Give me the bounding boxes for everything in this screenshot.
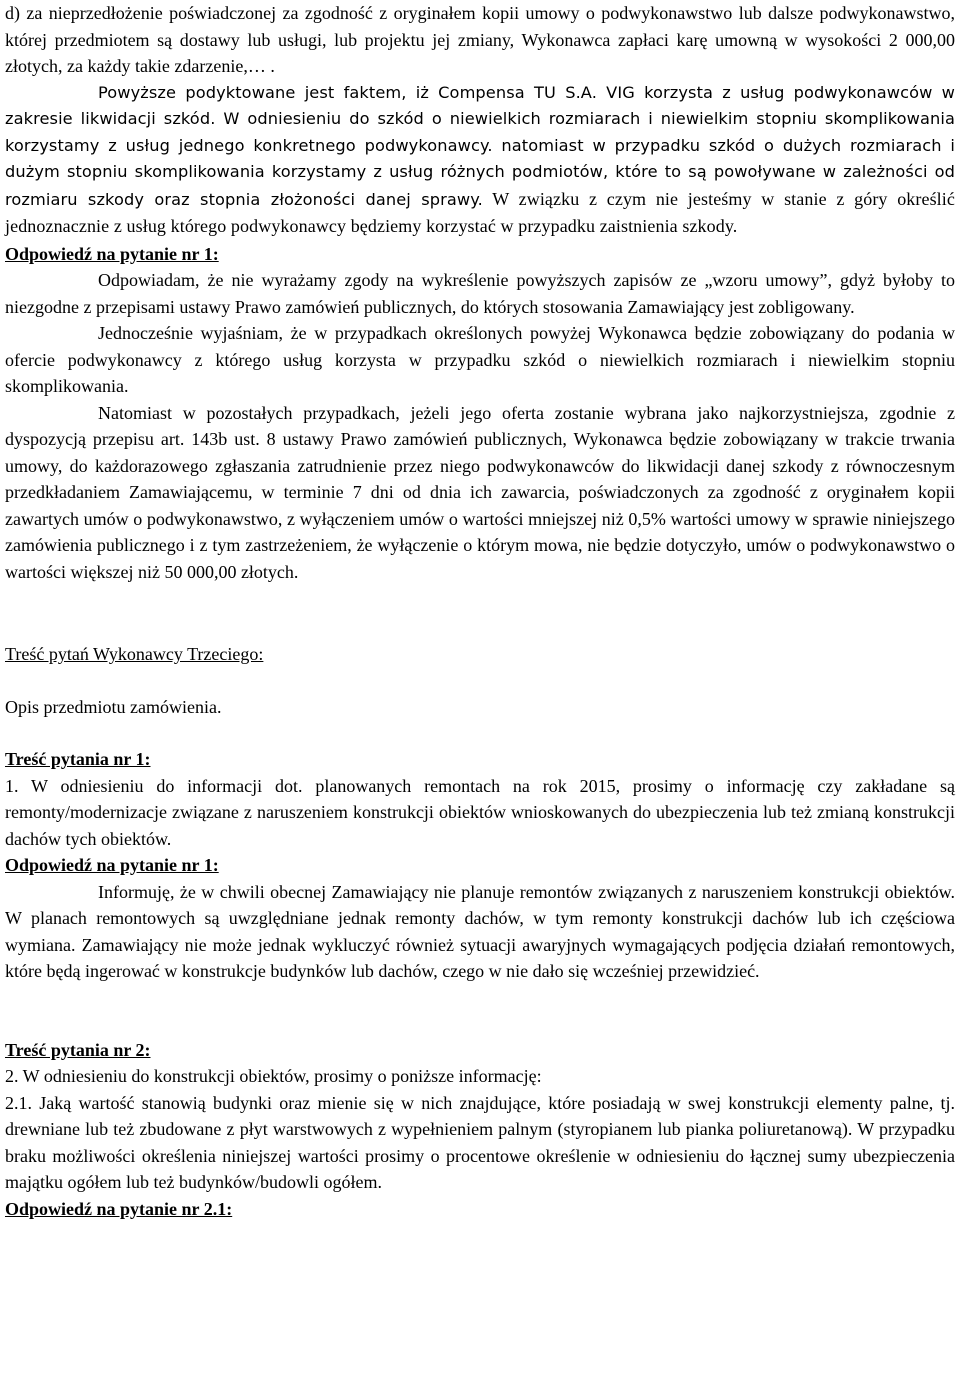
answer-1-paragraph-1: Odpowiadam, że nie wyrażamy zgody na wykreślenie powyższych zapisów ze „wzoru umowy”, gdyż byłoby to niezgodne z przepisami ustawy Prawo zamówień publicznych, do których stosowania Zamawiający jest zobligowany.: [5, 270, 955, 317]
spacer: [5, 585, 955, 641]
question-2-text: 2. W odniesieniu do konstrukcji obiektów, prosimy o poniższe informację:: [5, 1066, 542, 1086]
justification-part-a: Powyższe podyktowane jest faktem, iż Compensa TU S.A. VIG korzysta z usług podwykonawców w zakresie likwidacji szkód.: [5, 82, 955, 128]
spacer: [5, 720, 955, 746]
justification-part-c: W związku z czym nie jesteśmy w stanie z góry określić jednoznacznie z usług którego podwykonawcy będziemy korzystać w przypadku zaistnienia szkody.: [5, 188, 955, 236]
paragraph-penalty-clause: d) za nieprzedłożenie poświadczonej za zgodność z oryginałem kopii umowy o podwykonawstwo lub dalsze podwykonawstwo, której przedmiotem są dostawy lub usługi, lub projektu jej zmiany, Wykonawca zapłaci karę umowną w wysokości 2 000,00 złotych, za każdy takie zdarzenie,… .: [5, 3, 955, 76]
question-2-heading: Treść pytania nr 2:: [5, 1039, 151, 1060]
section-heading-third-contractor: Treść pytań Wykonawcy Trzeciego:: [5, 644, 264, 664]
question-1-heading: Treść pytania nr 1:: [5, 749, 151, 769]
question-2-1-text: 2.1. Jaką wartość stanowią budynki oraz mienie się w nich znajdujące, które posiadają w swej konstrukcji elementy palne, tj. drewniane lub też zbudowane z płyt warstwowych z wypełnieniem palnym (styropianem lub pianka poliuretanową). W przypadku braku możliwości określenia niniejszej wartości prosimy o procentowe określenie w odniesieniu do łącznej sumy ubezpieczenia majątku ogółem lub też budynków/budowli ogółem.: [5, 1092, 955, 1192]
paragraph-contractor-justification: [5, 80, 955, 241]
answer-1b-text: Informuję, że w chwili obecnej Zamawiający nie planuje remontów związanych z naruszeniem konstrukcji obiektów. W planach remontowych są uwzględniane jednak remonty dachów, w tym remonty konstrukcji dachów lub ich częściowa wymiana. Zamawiający nie może jednak wykluczyć również sytuacji awaryjnych wymagających podjęcia działań remontowych, które będą ingerować w konstrukcje budynków lub dachów, czego w nie dało się wcześniej przewidzieć.: [5, 881, 955, 981]
section-subheading: Opis przedmiotu zamówienia.: [5, 696, 222, 717]
answer-1-paragraph-2: Jednocześnie wyjaśniam, że w przypadkach określonych powyżej Wykonawca będzie zobowiązany do podania w ofercie podwykonawcy z którego usług korzysta w przypadku szkód o niewielkich rozmiarach i niewielkim stopniu skomplikowania.: [5, 323, 955, 396]
question-1-text: 1. W odniesieniu do informacji dot. planowanych remontach na rok 2015, prosimy o informację czy zakładane są remonty/modernizacje związane z naruszeniem konstrukcji obiektów wnioskowanych do ubezpieczenia lub też zmianą konstrukcji dachów tych obiektów.: [5, 775, 955, 849]
answer-1-heading: Odpowiedź na pytanie nr 1:: [5, 243, 219, 264]
answer-1b-heading: Odpowiedź na pytanie nr 1:: [5, 855, 219, 875]
spacer: [5, 985, 955, 1037]
answer-1-paragraph-3: Natomiast w pozostałych przypadkach, jeżeli jego oferta zostanie wybrana jako najkorzystniejsza, zgodnie z dyspozycją przepisu art. 143b ust. 8 ustawy Prawo zamówień publicznych, Wykonawca będzie zobowiązany w trakcie trwania umowy, do każdorazowego zgłaszania zatrudnienie przez niego podwykonawców do likwidacji danej szkody z równoczesnym przedkładaniem Zamawiającemu, w terminie 7 dni od dnia ich zawarcia, poświadczonych za zgodność z oryginałem kopii zawartych umów o podwykonawstwo, z wyłączeniem umów o wartości mniejszej niż 0,5% wartości umowy w sprawie niniejszego zamówienia publicznego i z tym zastrzeżeniem, że wyłączenie o którym mowa, nie będzie dotyczyło, umów o podwykonawstwo o wartości większej niż 50 000,00 złotych.: [5, 402, 955, 582]
justification-part-b: W odniesieniu do szkód o niewielkich rozmiarach i niewielkim stopniu skomplikowania korzystamy z usług jednego konkretnego podwykonawcy. natomiast w przypadku szkód o dużych rozmiarach i dużym stopniu skomplikowania korzystamy z usług różnych podmiotów, które to są powoływane w zależności od rozmiaru szkody oraz stopnia złożoności danej sprawy.: [5, 109, 955, 209]
answer-2-1-heading: Odpowiedź na pytanie nr 2.1:: [5, 1198, 233, 1219]
spacer: [5, 668, 955, 694]
